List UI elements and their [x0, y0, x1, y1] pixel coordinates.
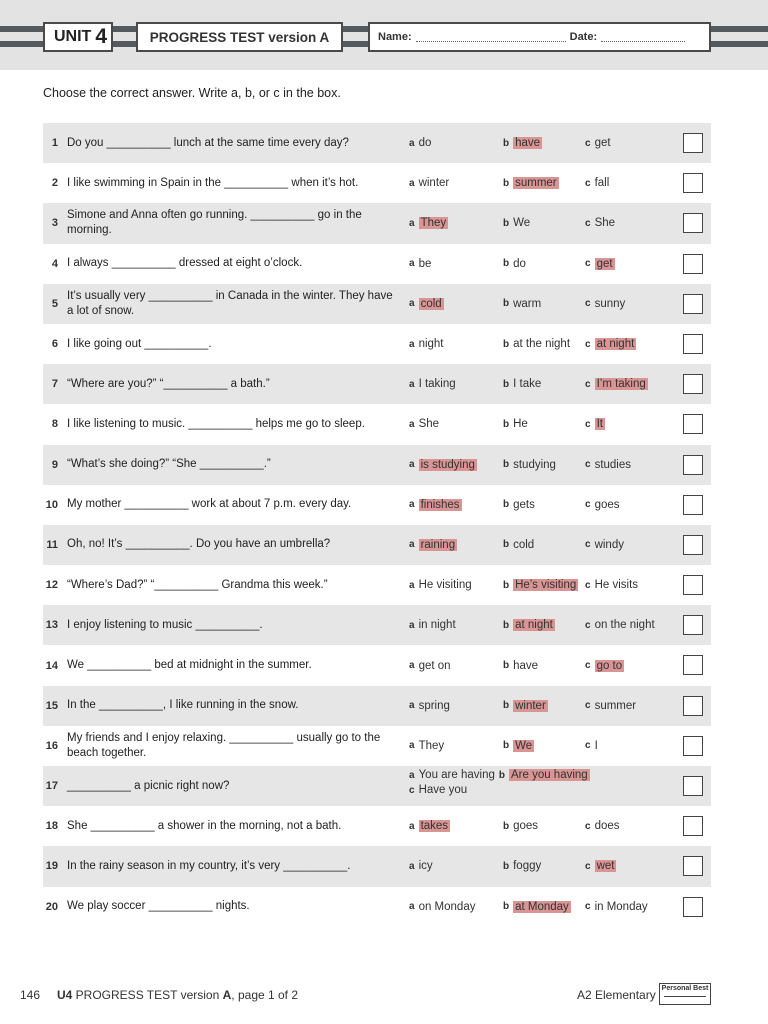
option-letter: c [585, 499, 591, 511]
option-b [503, 123, 542, 163]
question-row [43, 364, 711, 404]
option-b [503, 645, 538, 685]
option-c [585, 565, 638, 605]
option-text: Are you having [510, 769, 588, 781]
option-a [409, 726, 444, 766]
test-title: PROGRESS TEST version A [149, 29, 330, 45]
option-letter: b [503, 298, 510, 310]
test-ref-unit: U4 [57, 988, 73, 1002]
option-letter: a [409, 700, 415, 712]
option-letter: c [585, 217, 591, 229]
question-list [43, 123, 711, 927]
option-stack [409, 768, 590, 798]
question-number: 7 [51, 378, 58, 391]
answer-box[interactable] [683, 535, 703, 555]
option-letter: b [503, 740, 510, 752]
question-number: 4 [51, 257, 58, 270]
question-row [43, 686, 711, 726]
option-text: fall [594, 177, 610, 190]
option-letter: a [409, 459, 415, 471]
answer-box[interactable] [683, 294, 703, 314]
test-reference [57, 988, 298, 1002]
option-letter: c [585, 619, 591, 631]
option-text: have [513, 659, 539, 672]
question-text: “What’s she doing?” “She __________.” [67, 458, 271, 471]
option-b [503, 525, 534, 565]
option-letter: c [585, 539, 591, 551]
question-number: 16 [45, 739, 58, 752]
question-row [43, 525, 711, 565]
option-text: at night [596, 338, 635, 351]
option-letter: a [409, 820, 415, 832]
option-c [585, 163, 609, 203]
unit-label-box [43, 22, 113, 52]
answer-box[interactable] [683, 173, 703, 193]
logo-text: Personal Best [661, 985, 709, 992]
option-a [409, 565, 472, 605]
option-text: on the night [594, 619, 655, 632]
option-letter: c [585, 901, 591, 913]
option-c [585, 686, 636, 726]
option-letter: b [503, 820, 510, 832]
option-b [503, 846, 541, 886]
option-letter: c [585, 338, 591, 350]
option-letter: a [409, 378, 415, 390]
answer-box[interactable] [683, 655, 703, 675]
option-text: do [513, 257, 526, 270]
option-b [503, 686, 548, 726]
option-text: at Monday [515, 900, 569, 913]
option-letter: b [503, 338, 510, 350]
answer-box[interactable] [683, 816, 703, 836]
option-c [585, 846, 616, 886]
option-a [409, 364, 456, 404]
option-text: spring [418, 699, 450, 712]
question-number: 8 [51, 418, 58, 431]
option-letter: c [585, 860, 591, 872]
logo-bar [664, 996, 706, 1001]
question-row [43, 244, 711, 284]
option-text: They [420, 217, 447, 230]
question-text: My friends and I enjoy relaxing. __________ usually go to the beach together. [67, 731, 381, 759]
answer-box[interactable] [683, 133, 703, 153]
question-text: We play soccer __________ nights. [67, 900, 250, 913]
option-a [409, 605, 456, 645]
option-text: She [418, 418, 440, 431]
question-text: Do you __________ lunch at the same time every day? [67, 136, 349, 149]
question-text: I like going out __________. [67, 337, 212, 350]
option-c [585, 525, 624, 565]
question-row [43, 605, 711, 645]
question-row [43, 485, 711, 525]
page-number: 146 [20, 988, 41, 1002]
option-letter: b [503, 378, 510, 390]
question-row [43, 766, 711, 806]
option-text: windy [594, 538, 624, 551]
option-letter: a [409, 619, 415, 631]
option-c [585, 324, 636, 364]
option-letter: a [409, 137, 415, 149]
option-text: be [418, 257, 432, 270]
question-row [43, 887, 711, 927]
option-letter: b [503, 258, 510, 270]
option-letter: a [409, 770, 415, 781]
question-row [43, 324, 711, 364]
option-text: summer [515, 177, 557, 190]
answer-box[interactable] [683, 736, 703, 756]
option-b [503, 404, 528, 444]
option-text: cold [513, 538, 535, 551]
test-ref-title: PROGRESS TEST version [72, 988, 223, 1002]
unit-number: 4 [95, 25, 108, 48]
option-text: goes [513, 820, 539, 833]
question-number: 18 [45, 820, 58, 833]
question-number: 15 [45, 699, 58, 712]
option-text: Have you [418, 784, 468, 796]
option-letter: b [503, 539, 510, 551]
option-b [503, 284, 541, 324]
option-c [585, 284, 625, 324]
option-b [503, 244, 526, 284]
question-number: 20 [45, 900, 58, 913]
option-letter: a [409, 217, 415, 229]
option-text: on Monday [418, 900, 476, 913]
question-text: It’s usually very __________ in Canada in the winter. They have a lot of snow. [67, 289, 393, 317]
question-text: “Where’s Dad?” “__________ Grandma this week.” [67, 578, 328, 591]
option-text: have [515, 137, 541, 150]
option-text: at night [515, 619, 553, 632]
option-letter: c [585, 820, 591, 832]
option-letter: a [409, 258, 415, 270]
option-b [499, 769, 590, 781]
name-field[interactable] [416, 32, 566, 42]
option-letter: b [503, 860, 510, 872]
option-letter: c [585, 700, 591, 712]
option-letter: c [585, 378, 591, 390]
option-text: He [513, 418, 528, 431]
option-b [503, 806, 538, 846]
option-letter: a [409, 901, 415, 913]
option-c [585, 485, 620, 525]
option-c [585, 887, 648, 927]
option-c [585, 806, 620, 846]
option-a [409, 645, 451, 685]
option-text: get [596, 257, 613, 270]
option-letter: c [585, 740, 591, 752]
option-text: cold [420, 297, 442, 310]
option-text: We [513, 217, 531, 230]
question-text: We __________ bed at midnight in the summer. [67, 659, 312, 672]
option-text: I’m taking [596, 378, 646, 391]
question-number: 12 [45, 579, 58, 592]
option-letter: b [503, 660, 510, 672]
answer-box[interactable] [683, 615, 703, 635]
option-a [409, 445, 477, 485]
question-text: “Where are you?” “__________ a bath.” [67, 377, 270, 390]
option-text: They [418, 739, 445, 752]
option-letter: a [409, 539, 415, 551]
date-label: Date: [569, 31, 598, 43]
option-text: takes [420, 820, 449, 833]
answer-box[interactable] [683, 495, 703, 515]
option-letter: b [503, 217, 510, 229]
question-text: I like listening to music. __________ helps me go to sleep. [67, 417, 365, 430]
option-letter: a [409, 418, 415, 430]
answer-box[interactable] [683, 776, 703, 796]
option-a [409, 769, 495, 781]
question-row [43, 404, 711, 444]
option-text: We [515, 739, 533, 752]
question-row [43, 284, 711, 324]
option-letter: b [498, 770, 505, 781]
page-footer [0, 983, 768, 1007]
option-letter: a [409, 740, 415, 752]
test-title-box [136, 22, 343, 52]
question-text: I like swimming in Spain in the __________ when it’s hot. [67, 176, 359, 189]
option-a [409, 284, 444, 324]
option-letter: c [585, 660, 591, 672]
option-a [409, 404, 439, 444]
question-number: 5 [51, 297, 58, 310]
option-text: studies [594, 458, 631, 471]
personal-best-logo [659, 983, 711, 1005]
option-text: get [594, 137, 611, 150]
option-letter: b [503, 499, 510, 511]
option-b [503, 364, 541, 404]
question-row [43, 445, 711, 485]
question-row [43, 726, 711, 766]
option-letter: b [503, 901, 510, 913]
option-text: do [418, 137, 432, 150]
instruction-text: Choose the correct answer. Write a, b, or c in the box. [43, 86, 341, 100]
option-a [409, 806, 450, 846]
option-c [585, 203, 615, 243]
option-c [585, 123, 611, 163]
question-number: 14 [45, 659, 58, 672]
answer-box[interactable] [683, 334, 703, 354]
question-number: 2 [51, 177, 58, 190]
option-b [503, 565, 578, 605]
option-c [585, 726, 598, 766]
question-row [43, 846, 711, 886]
option-text: icy [418, 860, 433, 873]
option-letter: b [503, 700, 510, 712]
option-letter: c [585, 579, 591, 591]
option-letter: b [503, 137, 510, 149]
option-text: night [418, 338, 444, 351]
option-b [503, 163, 559, 203]
option-letter: c [585, 137, 591, 149]
answer-box[interactable] [683, 897, 703, 917]
option-letter: b [503, 579, 510, 591]
option-a [409, 123, 431, 163]
option-letter: c [585, 177, 591, 189]
option-text: winter [515, 699, 546, 712]
answer-box[interactable] [683, 213, 703, 233]
option-text: winter [418, 177, 450, 190]
option-letter: a [409, 298, 415, 310]
question-text: She __________ a shower in the morning, not a bath. [67, 819, 342, 832]
question-number: 13 [45, 619, 58, 632]
option-text: It [596, 418, 603, 431]
option-letter: c [585, 298, 591, 310]
option-a [409, 525, 457, 565]
option-letter: a [409, 499, 415, 511]
option-text: warm [513, 297, 542, 310]
option-text: I [594, 739, 598, 752]
option-letter: c [585, 418, 591, 430]
question-number: 19 [45, 860, 58, 873]
question-number: 9 [51, 458, 58, 471]
answer-box[interactable] [683, 455, 703, 475]
option-letter: a [409, 860, 415, 872]
option-text: get on [418, 659, 451, 672]
option-text: is studying [420, 458, 475, 471]
question-row [43, 645, 711, 685]
option-text: go to [596, 659, 623, 672]
question-row [43, 203, 711, 243]
option-text: summer [594, 699, 637, 712]
level-label: A2 Elementary [577, 988, 656, 1002]
option-text: He’s visiting [515, 579, 577, 592]
option-b [503, 203, 530, 243]
option-b [503, 324, 570, 364]
question-text: In the __________, I like running in the snow. [67, 699, 299, 712]
option-text: He visiting [418, 579, 472, 592]
option-b [503, 485, 535, 525]
name-label: Name: [378, 31, 412, 43]
option-a [409, 244, 431, 284]
test-ref-page: , page 1 of 2 [231, 988, 299, 1002]
option-line [409, 768, 590, 783]
question-row [43, 806, 711, 846]
answer-box[interactable] [683, 414, 703, 434]
answer-box[interactable] [683, 575, 703, 595]
option-b [503, 887, 571, 927]
option-text: He visits [594, 579, 639, 592]
option-a [409, 846, 433, 886]
option-text: in Monday [594, 900, 648, 913]
question-text: Simone and Anna often go running. __________ go in the morning. [67, 209, 362, 237]
option-c [585, 404, 605, 444]
option-text: studying [513, 458, 556, 471]
option-letter: c [585, 459, 591, 471]
option-b [503, 445, 556, 485]
option-text: I taking [418, 378, 456, 391]
option-a [409, 203, 448, 243]
option-c [585, 645, 624, 685]
option-letter: a [409, 579, 415, 591]
option-text: does [594, 820, 620, 833]
test-ref-version: A [222, 988, 232, 1002]
question-row [43, 163, 711, 203]
option-text: You are having [418, 769, 495, 781]
option-c [585, 244, 615, 284]
option-a [409, 324, 444, 364]
option-letter: b [503, 619, 510, 631]
option-letter: c [409, 785, 415, 796]
question-text: __________ a picnic right now? [67, 779, 230, 792]
question-row [43, 565, 711, 605]
option-text: sunny [594, 297, 626, 310]
question-text: In the rainy season in my country, it’s very __________. [67, 859, 351, 872]
option-letter: a [409, 338, 415, 350]
answer-box[interactable] [683, 856, 703, 876]
option-a [409, 163, 449, 203]
option-text: in night [418, 619, 456, 632]
option-letter: b [503, 418, 510, 430]
option-a [409, 485, 462, 525]
option-text: foggy [513, 860, 542, 873]
option-c [585, 364, 648, 404]
question-number: 17 [45, 780, 58, 793]
answer-box[interactable] [683, 696, 703, 716]
unit-label: UNIT [54, 28, 92, 45]
option-text: goes [594, 498, 620, 511]
option-c [585, 445, 631, 485]
question-number: 3 [51, 217, 58, 230]
question-number: 11 [46, 538, 58, 551]
option-c [409, 783, 590, 798]
answer-box[interactable] [683, 374, 703, 394]
option-letter: a [409, 660, 415, 672]
date-field[interactable] [601, 32, 685, 42]
question-text: My mother __________ work at about 7 p.m. every day. [67, 498, 352, 511]
option-letter: a [409, 177, 415, 189]
option-letter: b [503, 177, 510, 189]
question-number: 1 [51, 137, 58, 150]
option-text: raining [420, 538, 456, 551]
option-letter: b [503, 459, 510, 471]
option-a [409, 686, 450, 726]
option-a [409, 887, 475, 927]
question-row [43, 123, 711, 163]
option-text: finishes [420, 498, 460, 511]
question-text: I enjoy listening to music __________. [67, 618, 263, 631]
question-number: 6 [51, 338, 58, 351]
name-date-box [368, 22, 711, 52]
option-text: wet [596, 860, 615, 873]
option-letter: c [585, 258, 591, 270]
answer-box[interactable] [683, 254, 703, 274]
option-text: gets [513, 498, 535, 511]
option-text: She [594, 217, 616, 230]
question-number: 10 [45, 498, 58, 511]
option-b [503, 726, 534, 766]
option-text: at the night [513, 338, 571, 351]
option-text: I take [513, 378, 542, 391]
option-c [585, 605, 655, 645]
option-b [503, 605, 555, 645]
question-text: Oh, no! It’s __________. Do you have an umbrella? [67, 538, 331, 551]
question-text: I always __________ dressed at eight o’clock. [67, 257, 303, 270]
